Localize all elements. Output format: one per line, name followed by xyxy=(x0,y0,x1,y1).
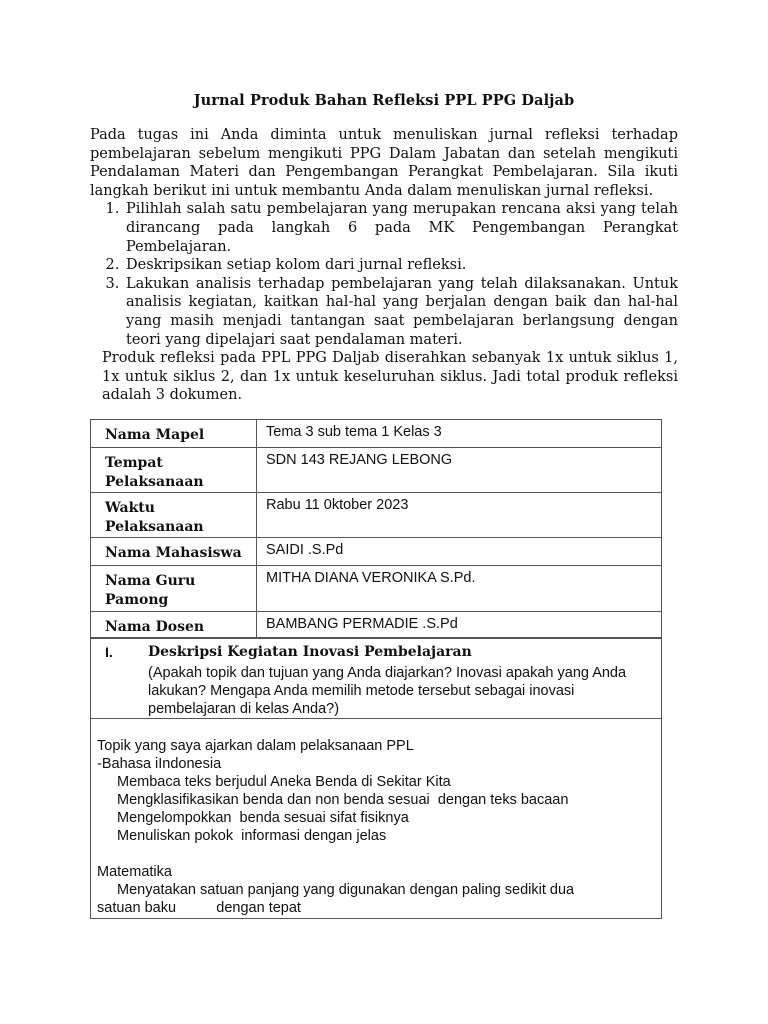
section-body xyxy=(91,719,661,917)
step-item: 2. Deskripsikan setiap kolom dari jurnal refleksi. xyxy=(124,256,678,275)
table-row xyxy=(91,448,662,493)
topic-item: Membaca teks berjudul Aneka Benda di Sekitar Kita xyxy=(117,774,451,790)
step-item: 1. Pilihlah salah satu pembelajaran yang merupakan rencana aksi yang telah dirancang pada langkah 6 pada MK Pengembangan Perangkat Pembelajaran. xyxy=(124,200,678,256)
field-value: BAMBANG PERMADIE .S.Pd xyxy=(257,612,662,639)
field-value: Rabu 11 0ktober 2023 xyxy=(257,493,662,538)
section-header xyxy=(91,638,661,719)
field-label: Waktu Pelaksanaan xyxy=(91,493,257,538)
document-title: Jurnal Produk Bahan Refleksi PPL PPG Daljab xyxy=(193,92,575,109)
field-label: Tempat Pelaksanaan xyxy=(91,448,257,493)
topic-item: Menyatakan satuan panjang yang digunakan dengan paling sedikit dua xyxy=(117,882,575,898)
section-question: (Apakah topik dan tujuan yang Anda diajarkan? Inovasi apakah yang Anda lakukan? Mengapa Anda memilih metode tersebut sebagai inovasi pembelajaran di kelas Anda?) xyxy=(148,665,627,717)
field-value: SAIDI .S.Pd xyxy=(257,538,662,566)
topic-item: Menuliskan pokok informasi dengan jelas xyxy=(117,828,387,844)
topic-item: Mengelompokkan benda sesuai sifat fisiknya xyxy=(117,810,409,826)
field-label: Nama Guru Pamong xyxy=(91,566,257,612)
step-item: 3. Lakukan analisis terhadap pembelajaran yang telah dilaksanakan. Untuk analisis kegiatan, kaitkan hal-hal yang berjalan dengan baik dan hal-hal yang masih menjadi tantangan saat pembelajaran berlangsung dengan teori yang dipelajari saat pendalaman materi. xyxy=(124,275,678,349)
field-label: Nama Dosen xyxy=(91,612,257,639)
subject-heading: Matematika xyxy=(97,864,172,880)
field-label: Nama Mahasiswa xyxy=(91,538,257,566)
field-value: SDN 143 REJANG LEBONG xyxy=(257,448,662,493)
body-intro: Topik yang saya ajarkan dalam pelaksanaan PPL xyxy=(97,738,414,754)
info-table xyxy=(90,419,662,639)
outro-paragraph: Produk refleksi pada PPL PPG Daljab diserahkan sebanyak 1x untuk siklus 1, 1x untuk siklus 2, dan 1x untuk keseluruhan siklus. Jadi total produk refleksi adalah 3 dokumen. xyxy=(102,350,678,404)
section-title: Deskripsi Kegiatan Inovasi Pembelajaran xyxy=(148,644,472,660)
table-row xyxy=(91,538,662,566)
field-value: Tema 3 sub tema 1 Kelas 3 xyxy=(257,420,662,448)
field-value: MITHA DIANA VERONIKA S.Pd. xyxy=(257,566,662,612)
field-label: Nama Mapel xyxy=(91,420,257,448)
table-row xyxy=(91,566,662,612)
table-row xyxy=(91,420,662,448)
spacer xyxy=(97,845,661,863)
topic-item: Mengklasifikasikan benda dan non benda sesuai dengan teks bacaan xyxy=(117,792,569,808)
table-row xyxy=(91,612,662,639)
intro-paragraph: Pada tugas ini Anda diminta untuk menuliskan jurnal refleksi terhadap pembelajaran sebelum mengikuti PPG Dalam Jabatan dan setelah mengikuti Pendalaman Materi dan Pengembangan Perangkat Pembelajaran. Sila ikuti langkah berikut ini untuk membantu Anda dalam menuliskan jurnal refleksi. xyxy=(90,127,678,199)
topic-item-continuation: satuan baku dengan tepat xyxy=(97,900,301,916)
section-number: I. xyxy=(105,644,113,660)
subject-heading: -Bahasa iIndonesia xyxy=(97,756,222,772)
section-box xyxy=(90,637,662,919)
steps-list xyxy=(90,200,678,349)
instructions xyxy=(90,126,678,405)
table-row xyxy=(91,493,662,538)
